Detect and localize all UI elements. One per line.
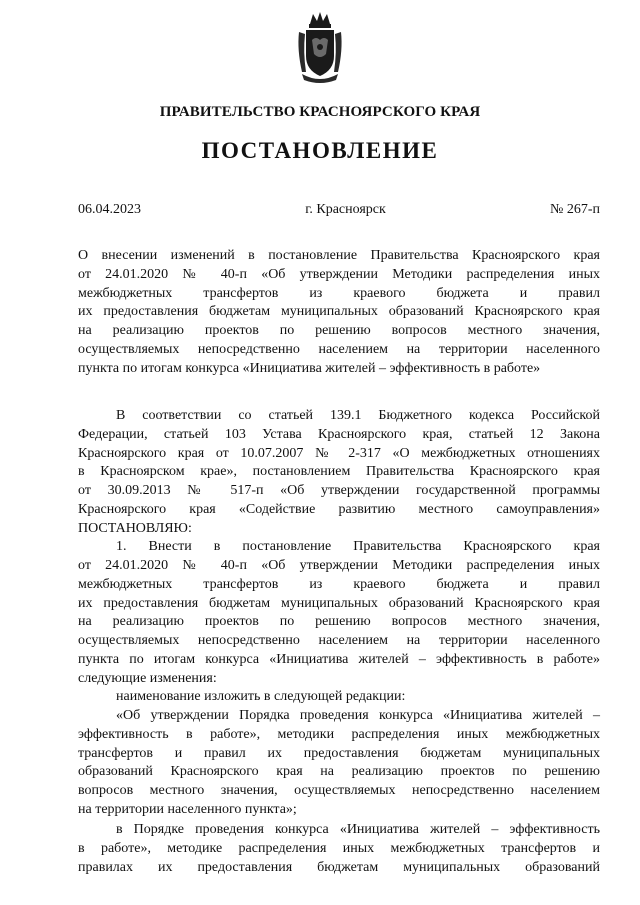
last-paragraph-line: правилах их предоставления бюджетам муниципальных образований <box>78 859 600 875</box>
document-subject <box>78 247 600 378</box>
preamble-line: Красноярского края «Содействие развитию местного самоуправления» <box>78 501 600 517</box>
new-name-line: на территории населенного пункта»; <box>78 801 297 817</box>
preamble-line: от 30.09.2013 № 517-п «Об утверждении государственной программы <box>78 483 600 498</box>
document-body <box>78 407 600 877</box>
resolve-word: ПОСТАНОВЛЯЮ: <box>78 520 192 536</box>
document-date: 06.04.2023 <box>78 202 141 217</box>
subject-line: пункта по итогам конкурса «Инициатива жителей – эффективность в работе» <box>78 360 541 376</box>
new-name-line: образований Красноярского края на реализацию проектов по решению <box>78 764 600 780</box>
name-intro-line: наименование изложить в следующей редакции: <box>116 689 406 705</box>
subject-line: на реализацию проектов по решению вопросов местного значения, <box>78 323 600 338</box>
item1-line: пункта по итогам конкурса «Инициатива жителей – эффективность в работе» <box>78 651 600 667</box>
preamble-line: Федерации, статьей 103 Устава Красноярского края, статьей 12 Закона <box>78 426 600 442</box>
organization-title: ПРАВИТЕЛЬСТВО КРАСНОЯРСКОГО КРАЯ <box>159 104 481 120</box>
subject-line: О внесении изменений в постановление Правительства Красноярского края <box>78 248 600 263</box>
subject-line: от 24.01.2020 № 40-п «Об утверждении Методики распределения иных <box>78 266 600 282</box>
preamble-line: В соответствии со статьей 139.1 Бюджетного кодекса Российской <box>116 408 600 423</box>
preamble-line: Красноярского края от 10.07.2007 № 2-317 «О межбюджетных отношениях <box>78 445 600 461</box>
document-type-title: ПОСТАНОВЛЕНИЕ <box>201 138 439 163</box>
document-number: № 267-п <box>549 202 600 217</box>
document-city: г. Красноярск <box>305 202 386 217</box>
item1-line: 1. Внести в постановление Правительства Красноярского края <box>116 539 600 555</box>
subject-line: межбюджетных трансфертов из краевого бюджета и правил <box>78 285 600 301</box>
last-paragraph-line: в работе», методике распределения иных межбюджетных трансфертов и <box>78 840 600 856</box>
subject-line: их предоставления бюджетам муниципальных образований Красноярского края <box>78 304 600 320</box>
subject-line: осуществляемых непосредственно населением на территории населенного <box>78 341 600 357</box>
new-name-line: трансфертов и правил их предоставления бюджетам муниципальных <box>78 745 600 761</box>
item1-line: их предоставления бюджетам муниципальных образований Красноярского края <box>78 595 600 611</box>
item1-line: осуществляемых непосредственно населением на территории населенного <box>78 633 600 648</box>
item1-line: межбюджетных трансфертов из краевого бюджета и правил <box>78 576 600 592</box>
date-place-number-line <box>78 202 600 218</box>
item1-line: на реализацию проектов по решению вопросов местного значения, <box>78 614 600 630</box>
item1-line: следующие изменения: <box>78 670 217 686</box>
item1-line: от 24.01.2020 № 40-п «Об утверждении Методики распределения иных <box>78 558 600 573</box>
new-name-line: эффективность в работе», методики распределения иных межбюджетных <box>78 726 600 742</box>
coat-of-arms-emblem <box>296 10 344 86</box>
last-paragraph-line: в Порядке проведения конкурса «Инициатива жителей – эффективность <box>116 822 600 837</box>
new-name-line: вопросов местного значения, осуществляемых непосредственно населением <box>78 783 600 798</box>
new-name-line: «Об утверждении Порядка проведения конкурса «Инициатива жителей – <box>116 708 600 723</box>
preamble-line: в Красноярском крае», постановлением Правительства Красноярского края <box>78 464 600 480</box>
